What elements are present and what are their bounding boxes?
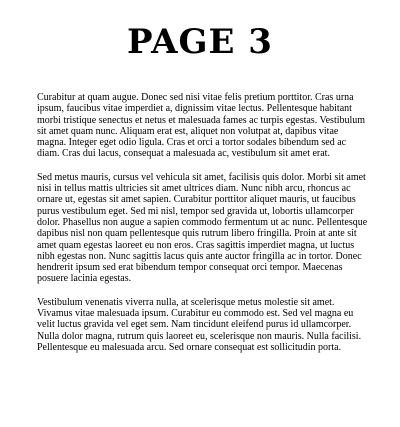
paragraph-3: Vestibulum venenatis viverra nulla, at scelerisque metus molestie sit amet. Vivamus vitae malesuada ipsum. Curabitur eu commodo est. Sed vel magna eu velit luctus gravida vel eget sem. Nam tincidunt eleifend purus id ullamcorper. Nulla dolor magna, rutrum quis laoreet eu, scelerisque non mauris. Nulla facilisi. Pellentesque eu malesuada arcu. Sed ornare consequat est sollicitudin porta. (37, 296, 362, 353)
paragraph-1: Curabitur at quam augue. Donec sed nisi vitae felis pretium porttitor. Cras urna ipsum, faucibus vitae imperdiet a, dignissim vitae lectus. Pellentesque habitant morbi tristique senectus et netus et malesuada fames ac turpis egestas. Vestibulum sit amet quam nunc. Aliquam erat est, aliquet non volutpat at, dapibus vitae magna. Integer eget odio ligula. Cras et orci a tortor sodales bibendum sed ac diam. Cras dui lacus, consequat a malesuada ac, vestibulum sit amet erat. (37, 92, 366, 160)
paragraph-2: Sed metus mauris, cursus vel vehicula sit amet, facilisis quis dolor. Morbi sit amet nisi in tellus mattis ultricies sit amet ultrices diam. Nunc nibh arcu, rhoncus ac ornare ut, egestas sit amet sapien. Curabitur porttitor aliquet mauris, ut faucibus purus vestibulum eget. Sed mi nisl, tempor sed gravida ut, lobortis ullamcorper dolor. Phasellus non augue a sapien commodo fermentum ut ac nunc. Pellentesque dapibus nisl non quam pellentesque quis rutrum libero fringilla. Proin at ante sit amet quam egestas laoreet eu non eros. Cras sagittis imperdiet magna, ut luctus nibh egestas non. Nunc sagittis lacus quis ante auctor fringilla ac in tortor. Donec hendrerit ipsum sed erat bibendum tempor consequat orci tempor. Maecenas posuere lacinia egestas. (37, 171, 368, 285)
body-text (37, 92, 369, 365)
page-title: PAGE 3 (127, 22, 273, 62)
